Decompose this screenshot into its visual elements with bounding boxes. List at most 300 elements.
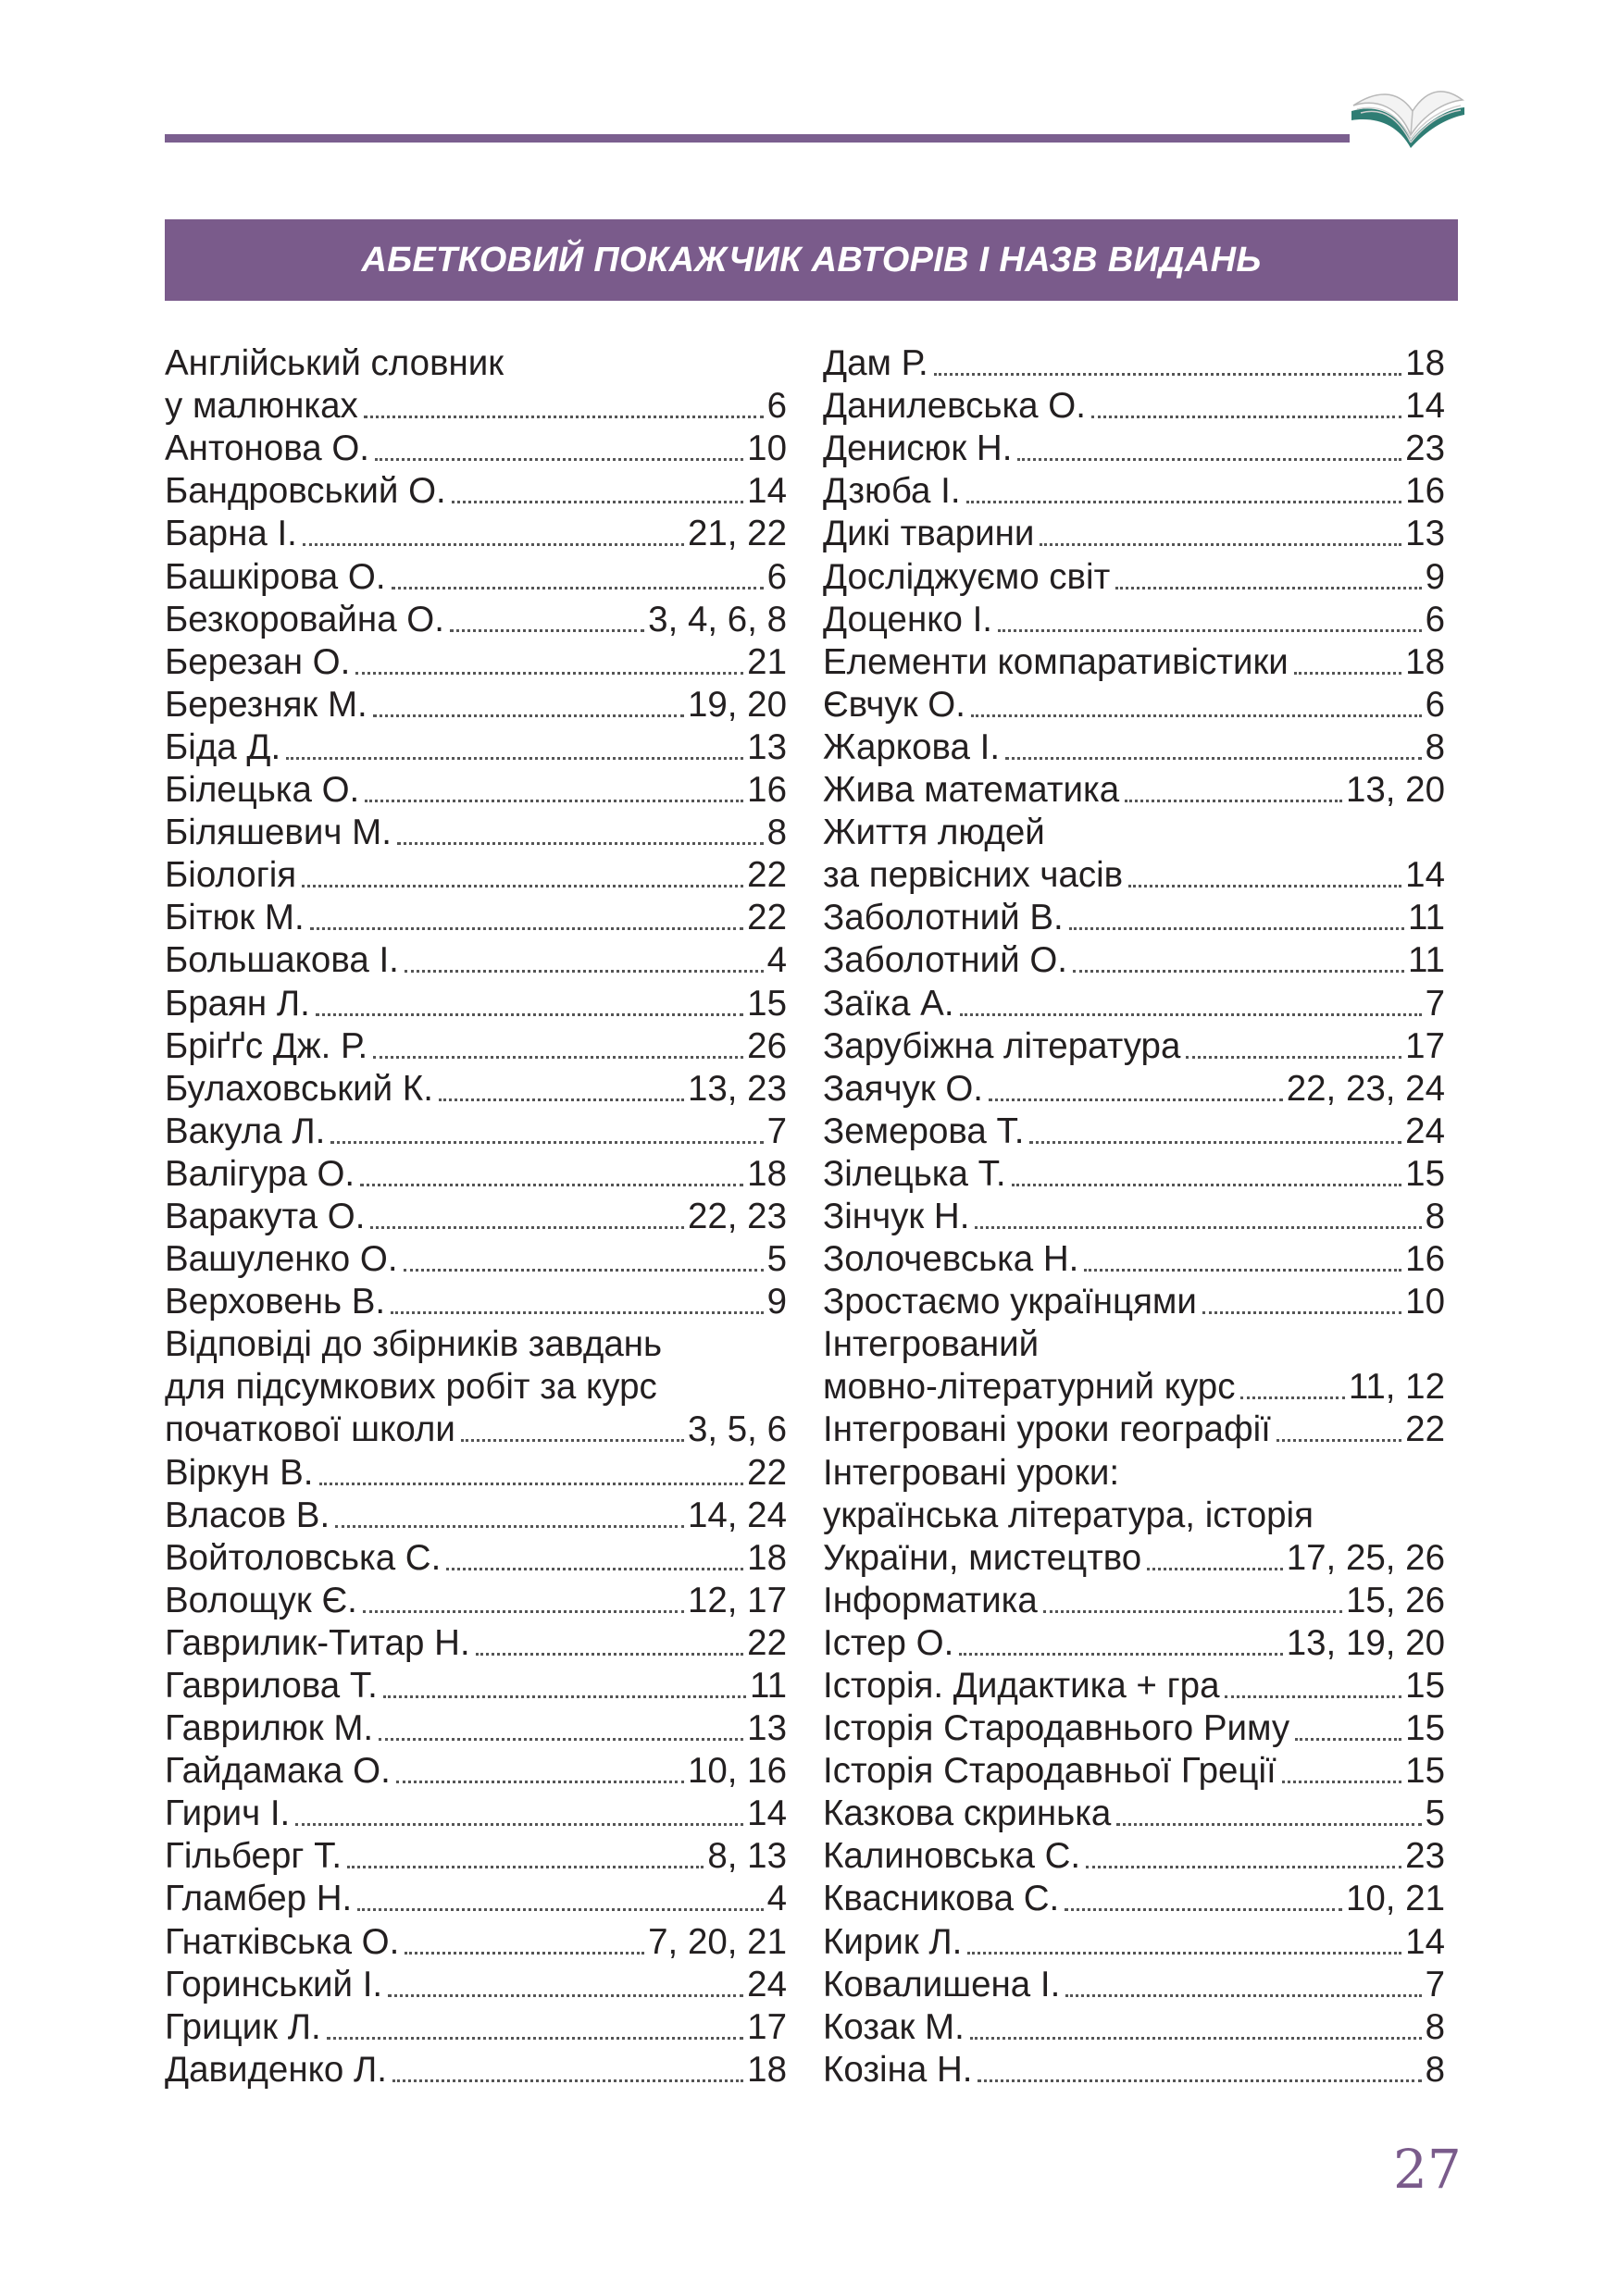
index-entry (165, 385, 787, 428)
index-entry (823, 599, 1445, 641)
index-entry (823, 1323, 1445, 1366)
entry-pages: 16 (1405, 1239, 1445, 1280)
entry-pages: 6 (1425, 684, 1445, 725)
entry-pages: 18 (1405, 641, 1445, 682)
entry-name: Березан О. (165, 641, 351, 682)
dot-leader (1091, 416, 1401, 418)
entry-name: Безкоровайна О. (165, 599, 444, 639)
entry-name: Жаркова І. (823, 726, 1001, 767)
index-entry (823, 1707, 1445, 1750)
entry-name: Гільберг Т. (165, 1836, 342, 1877)
entry-pages: 13 (747, 1708, 787, 1749)
entry-name: Віркун В. (165, 1452, 314, 1493)
entry-name: Життя людей (823, 813, 1045, 853)
index-entry (165, 1068, 787, 1111)
dot-leader (327, 2037, 744, 2040)
index-entry (165, 769, 787, 812)
entry-name: Заболотний В. (823, 898, 1064, 938)
index-entry (165, 1196, 787, 1238)
index-entry (165, 1622, 787, 1665)
index-entry (823, 2006, 1445, 2049)
entry-name: Інтегровані уроки географії (823, 1409, 1271, 1450)
index-entry (165, 1665, 787, 1707)
entry-name: Кирик Л. (823, 1921, 963, 1962)
dot-leader (364, 416, 764, 418)
entry-pages: 24 (747, 1964, 787, 2004)
index-entry (823, 1281, 1445, 1323)
dot-leader (302, 885, 743, 887)
entry-pages: 17 (1405, 1025, 1445, 1066)
index-entry (165, 1793, 787, 1835)
entry-name: Дикі тварини (823, 514, 1035, 554)
index-entry (165, 1153, 787, 1196)
entry-pages: 13, 20 (1345, 770, 1445, 811)
entry-pages: 8 (766, 813, 787, 853)
index-entry (823, 1537, 1445, 1580)
entry-name: Бандровський О. (165, 471, 446, 512)
dot-leader (1086, 1866, 1401, 1868)
entry-pages: 15 (1405, 1708, 1445, 1749)
entry-pages: 7 (766, 1111, 787, 1151)
index-entry (823, 555, 1445, 598)
dot-leader (365, 800, 743, 802)
entry-name: Войтоловська С. (165, 1537, 442, 1578)
dot-leader (1115, 587, 1421, 590)
dot-leader (347, 1866, 704, 1868)
index-entry (165, 1281, 787, 1323)
dot-leader (971, 714, 1422, 717)
entry-pages: 22 (1405, 1409, 1445, 1450)
entry-pages: 6 (766, 556, 787, 597)
index-entry (823, 1878, 1445, 1920)
entry-pages: 9 (1425, 556, 1445, 597)
entry-name: Досліджуємо світ (823, 556, 1111, 597)
entry-pages: 7, 20, 21 (648, 1921, 787, 1962)
entry-name: Квасникова С. (823, 1879, 1060, 1919)
dot-leader (959, 1653, 1282, 1656)
dot-leader (1277, 1439, 1401, 1442)
entry-pages: 8 (1425, 726, 1445, 767)
entry-pages: 23 (1405, 1836, 1445, 1877)
index-entry (165, 897, 787, 939)
index-title-bar (165, 219, 1458, 301)
index-entry (823, 1111, 1445, 1153)
entry-pages: 5 (1425, 1793, 1445, 1834)
entry-name: Гайдамака О. (165, 1751, 391, 1792)
entry-name: Зінчук Н. (823, 1196, 970, 1236)
entry-name: Власов В. (165, 1495, 330, 1535)
entry-pages: 15 (1405, 1751, 1445, 1792)
dot-leader (476, 1653, 744, 1656)
entry-pages: 23 (1405, 428, 1445, 469)
entry-name: Земерова Т. (823, 1111, 1025, 1151)
entry-name: Зарубіжна література (823, 1025, 1181, 1066)
entry-pages: 10 (747, 428, 787, 469)
index-entry (165, 854, 787, 897)
entry-pages: 18 (747, 1153, 787, 1194)
entry-pages: 11 (1408, 940, 1445, 981)
entry-pages: 14 (1405, 386, 1445, 427)
entry-name: Казкова скринька (823, 1793, 1112, 1834)
entry-name: Золочевська Н. (823, 1239, 1079, 1280)
dot-leader (1065, 1994, 1421, 1997)
entry-name: Гнатківська О. (165, 1921, 400, 1962)
header-rule (165, 134, 1350, 143)
dot-leader (1147, 1568, 1283, 1570)
entry-name: Історія. Дидактика + гра (823, 1666, 1220, 1706)
entry-pages: 3, 5, 6 (687, 1409, 787, 1450)
dot-leader (383, 1695, 746, 1698)
entry-name: у малюнках (165, 386, 358, 427)
entry-pages: 13 (747, 726, 787, 767)
dot-leader (1125, 800, 1342, 802)
entry-name: Інформатика (823, 1580, 1038, 1620)
index-entry (165, 1537, 787, 1580)
dot-leader (379, 1738, 743, 1741)
dot-leader (405, 970, 764, 973)
dot-leader (303, 543, 684, 546)
index-entry (823, 1495, 1445, 1537)
dot-leader (295, 1823, 743, 1826)
dot-leader (1116, 1823, 1421, 1826)
entry-name: Вакула Л. (165, 1111, 326, 1151)
index-entry (823, 982, 1445, 1024)
entry-name: Заболотний О. (823, 940, 1067, 981)
entry-name: Євчук О. (823, 684, 965, 725)
entry-pages: 22 (747, 1452, 787, 1493)
index-entry (823, 897, 1445, 939)
entry-pages: 8 (1425, 2006, 1445, 2047)
dot-leader (391, 1311, 763, 1314)
entry-name: Волощук Є. (165, 1580, 357, 1620)
index-entry (823, 513, 1445, 555)
dot-leader (452, 501, 743, 503)
dot-leader (934, 373, 1401, 376)
index-entry (165, 555, 787, 598)
entry-name: Історія Стародавнього Риму (823, 1708, 1290, 1749)
index-entry (165, 641, 787, 684)
entry-name: Козак М. (823, 2006, 965, 2047)
dot-leader (970, 2037, 1422, 2040)
index-entry (823, 726, 1445, 769)
entry-pages: 4 (766, 1879, 787, 1919)
entry-pages: 17 (747, 2006, 787, 2047)
entry-pages: 4 (766, 940, 787, 981)
index-entry (165, 726, 787, 769)
entry-pages: 8 (1425, 1196, 1445, 1236)
entry-name: Калиновська С. (823, 1836, 1081, 1877)
dot-leader (966, 501, 1402, 503)
dot-leader (330, 1141, 763, 1144)
index-entry (165, 982, 787, 1024)
index-entry (823, 1580, 1445, 1622)
index-entry (165, 1409, 787, 1451)
entry-name: Ковалишена І. (823, 1964, 1061, 2004)
entry-name: Відповіді до збірників завдань (165, 1324, 663, 1365)
index-entry (165, 1920, 787, 1963)
index-entry (165, 1964, 787, 2006)
entry-name: України, мистецтво (823, 1537, 1142, 1578)
index-entry (823, 1920, 1445, 1963)
entry-name: за первісних часів (823, 855, 1124, 896)
index-entry (823, 1025, 1445, 1068)
dot-leader (373, 1056, 743, 1059)
entry-pages: 15 (747, 983, 787, 1024)
index-entry (823, 1068, 1445, 1111)
index-entry (165, 1323, 787, 1366)
entry-pages: 18 (1405, 343, 1445, 384)
entry-name: Дзюба І. (823, 471, 961, 512)
entry-name: Березняк М. (165, 684, 367, 725)
index-entry (823, 1622, 1445, 1665)
entry-pages: 10 (1405, 1282, 1445, 1322)
entry-pages: 13 (1405, 514, 1445, 554)
index-entry (165, 1707, 787, 1750)
entry-name: Варакута О. (165, 1196, 366, 1236)
dot-leader (1029, 1141, 1401, 1144)
entry-name: Гаврилова Т. (165, 1666, 378, 1706)
dot-leader (335, 1525, 684, 1528)
dot-leader (1043, 1610, 1342, 1613)
entry-name: Зілецька Т. (823, 1153, 1006, 1194)
index-entry (165, 1366, 787, 1409)
entry-name: Зростаємо українцями (823, 1282, 1197, 1322)
entry-pages: 9 (766, 1282, 787, 1322)
entry-pages: 7 (1425, 983, 1445, 1024)
index-entry (823, 1366, 1445, 1409)
entry-name: Козіна Н. (823, 2049, 973, 2090)
index-entry (823, 342, 1445, 385)
entry-pages: 6 (766, 386, 787, 427)
entry-pages: 10, 16 (687, 1751, 787, 1792)
entry-name: Вашуленко О. (165, 1239, 398, 1280)
entry-pages: 18 (747, 1537, 787, 1578)
dot-leader (1282, 1781, 1401, 1783)
entry-name: Доценко І. (823, 599, 992, 639)
index-entry (165, 470, 787, 513)
dot-leader (355, 672, 743, 675)
entry-pages: 6 (1425, 599, 1445, 639)
dot-leader (397, 842, 764, 845)
dot-leader (1225, 1695, 1401, 1698)
entry-pages: 14 (747, 1793, 787, 1834)
entry-name: Гаврилюк М. (165, 1708, 374, 1749)
entry-name: Біологія (165, 855, 297, 896)
entry-pages: 7 (1425, 1964, 1445, 2004)
dot-leader (1240, 1396, 1344, 1399)
index-entry (823, 812, 1445, 854)
index-column-left (165, 342, 787, 2091)
index-entry (165, 342, 787, 385)
entry-pages: 24 (1405, 1111, 1445, 1151)
entry-name: Біляшевич М. (165, 813, 392, 853)
dot-leader (404, 1269, 764, 1272)
entry-name: Данилевська О. (823, 386, 1086, 427)
dot-leader (967, 1952, 1401, 1955)
index-entry (165, 599, 787, 641)
entry-name: мовно-літературний курс (823, 1367, 1236, 1408)
entry-pages: 11 (1408, 898, 1445, 938)
entry-pages: 14 (747, 471, 787, 512)
entry-pages: 26 (747, 1025, 787, 1066)
dot-leader (392, 587, 764, 590)
index-entry (823, 1665, 1445, 1707)
entry-name: Давиденко Л. (165, 2049, 387, 2090)
index-entry (823, 769, 1445, 812)
entry-pages: 13, 19, 20 (1286, 1622, 1445, 1663)
entry-pages: 22, 23 (687, 1196, 787, 1236)
entry-pages: 21, 22 (687, 514, 787, 554)
dot-leader (989, 1098, 1283, 1101)
entry-name: Жива математика (823, 770, 1120, 811)
entry-pages: 11, 12 (1348, 1367, 1445, 1408)
index-entry (165, 1111, 787, 1153)
index-entry (823, 1750, 1445, 1793)
dot-leader (360, 1184, 743, 1186)
dot-leader (1084, 1269, 1401, 1272)
index-entry (823, 684, 1445, 726)
entry-pages: 15 (1405, 1666, 1445, 1706)
entry-name: Бітюк М. (165, 898, 305, 938)
entry-name: Англійський словник (165, 343, 504, 384)
index-entry (165, 428, 787, 470)
index-entry (823, 641, 1445, 684)
entry-name: для підсумкових робіт за курс (165, 1367, 657, 1408)
dot-leader (286, 757, 743, 760)
index-entry (165, 939, 787, 982)
entry-pages: 22 (747, 1622, 787, 1663)
index-entry (823, 1451, 1445, 1494)
entry-pages: 11 (750, 1666, 787, 1706)
index-column-right (823, 342, 1445, 2091)
entry-name: Заячук О. (823, 1068, 984, 1109)
entry-name: Елементи компаративістики (823, 641, 1289, 682)
entry-pages: 16 (747, 770, 787, 811)
entry-pages: 15 (1405, 1153, 1445, 1194)
dot-leader (370, 1226, 684, 1229)
entry-name: Верховень В. (165, 1282, 386, 1322)
entry-name: початкової школи (165, 1409, 455, 1450)
index-entry (165, 1495, 787, 1537)
index-entry (165, 1580, 787, 1622)
dot-leader (439, 1098, 684, 1101)
dot-leader (1005, 757, 1422, 760)
index-entry (165, 513, 787, 555)
dot-leader (357, 1908, 763, 1911)
index-entry (823, 1793, 1445, 1835)
index-entry (823, 385, 1445, 428)
entry-name: Башкірова О. (165, 556, 386, 597)
entry-name: Інтегрований (823, 1324, 1040, 1365)
dot-leader (446, 1568, 743, 1570)
index-entry (165, 2006, 787, 2049)
entry-pages: 14 (1405, 1921, 1445, 1962)
index-entry (165, 1835, 787, 1878)
entry-name: Булаховський К. (165, 1068, 433, 1109)
entry-pages: 22, 23, 24 (1286, 1068, 1445, 1109)
index-title: АБЕТКОВИЙ ПОКАЖЧИК АВТОРІВ І НАЗВ ВИДАНЬ (361, 240, 1262, 279)
entry-pages: 8 (1425, 2049, 1445, 2090)
index-entry (823, 1409, 1445, 1451)
dot-leader (1012, 1184, 1402, 1186)
index-entry (823, 1238, 1445, 1281)
index-entry (823, 1196, 1445, 1238)
entry-pages: 5 (766, 1239, 787, 1280)
index-entry (823, 1964, 1445, 2006)
entry-name: Гирич І. (165, 1793, 291, 1834)
dot-leader (316, 1013, 743, 1016)
dot-leader (975, 1226, 1421, 1229)
dot-leader (1040, 543, 1401, 546)
page-number: 27 (1393, 2138, 1462, 2201)
index-entry (823, 1835, 1445, 1878)
index-entry (165, 1878, 787, 1920)
entry-pages: 10, 21 (1345, 1879, 1445, 1919)
entry-pages: 19, 20 (687, 684, 787, 725)
entry-pages: 14 (1405, 855, 1445, 896)
entry-name: Гаврилик-Титар Н. (165, 1622, 470, 1663)
entry-pages: 16 (1405, 471, 1445, 512)
dot-leader (1202, 1311, 1401, 1314)
entry-pages: 17, 25, 26 (1286, 1537, 1445, 1578)
index-entry (823, 939, 1445, 982)
entry-name: Біда Д. (165, 726, 281, 767)
index-entry (165, 1750, 787, 1793)
dot-leader (1294, 672, 1401, 675)
entry-pages: 3, 4, 6, 8 (648, 599, 787, 639)
dot-leader (405, 1952, 644, 1955)
index-entry (165, 812, 787, 854)
entry-name: Валігура О. (165, 1153, 355, 1194)
entry-name: Горинський І. (165, 1964, 383, 2004)
entry-name: Денисюк Н. (823, 428, 1013, 469)
index-entry (823, 470, 1445, 513)
entry-pages: 21 (747, 641, 787, 682)
dot-leader (1128, 885, 1401, 887)
entry-name: Большакова І. (165, 940, 399, 981)
entry-name: Білецька О. (165, 770, 360, 811)
dot-leader (375, 458, 743, 461)
dot-leader (960, 1013, 1422, 1016)
index-entry (165, 2049, 787, 2091)
entry-name: Антонова О. (165, 428, 369, 469)
entry-name: Дам Р. (823, 343, 928, 384)
entry-name: Грицик Л. (165, 2006, 321, 2047)
index-entry (165, 1451, 787, 1494)
dot-leader (392, 2079, 743, 2082)
entry-pages: 14, 24 (687, 1495, 787, 1535)
dot-leader (1065, 1908, 1342, 1911)
dot-leader (1069, 927, 1404, 930)
open-book-icon (1344, 76, 1469, 168)
dot-leader (1017, 458, 1401, 461)
dot-leader (373, 714, 684, 717)
index-entry (823, 428, 1445, 470)
dot-leader (310, 927, 744, 930)
entry-pages: 15, 26 (1345, 1580, 1445, 1620)
dot-leader (388, 1994, 743, 1997)
index-entry (165, 684, 787, 726)
index-entry (823, 854, 1445, 897)
dot-leader (998, 629, 1422, 632)
entry-name: українська література, історія (823, 1495, 1314, 1535)
entry-name: Барна І. (165, 514, 297, 554)
entry-pages: 22 (747, 855, 787, 896)
dot-leader (1295, 1738, 1401, 1741)
dot-leader (1186, 1056, 1401, 1059)
dot-leader (450, 629, 644, 632)
entry-name: Історія Стародавньої Греції (823, 1751, 1277, 1792)
